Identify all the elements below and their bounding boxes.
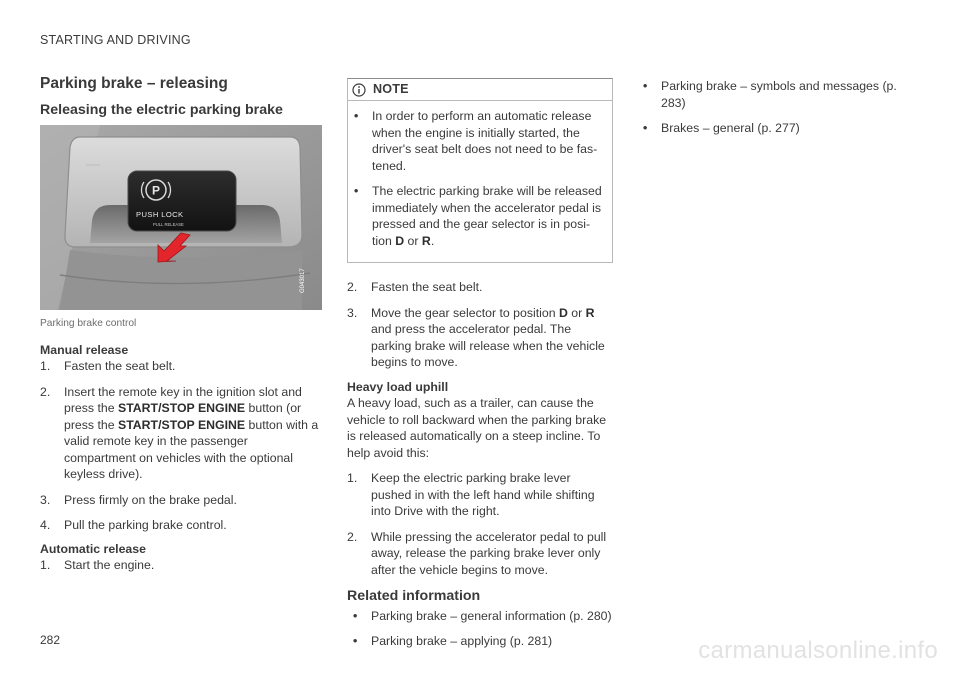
parking-symbol: P (151, 183, 161, 198)
related-link[interactable]: Parking brake – applying (p. 281) (371, 634, 553, 648)
item-text (372, 109, 597, 173)
numbered-step (347, 470, 613, 520)
text-run: The electric parking brake will be released immediately when the accelerator pedal is pressed and the gear selector is in posi-tion (372, 184, 602, 248)
text-run: Pull the parking brake control. (64, 518, 227, 532)
step-number: 2. (40, 384, 51, 399)
heavy-load-steps (347, 470, 613, 578)
bold-term: D (395, 233, 405, 248)
related-link[interactable]: Parking brake – symbols and messages (p. 283) (661, 79, 897, 110)
figure-caption: Parking brake control (40, 318, 137, 329)
related-list-part1 (347, 608, 613, 650)
bullet-marker: • (643, 121, 648, 135)
parking-brake-figure (40, 125, 322, 310)
text-run: Fasten the seat belt. (64, 359, 176, 373)
item-text (64, 385, 318, 482)
bold-term: R (421, 233, 431, 248)
column-middle (347, 78, 613, 659)
related-item (637, 78, 897, 111)
item-text (64, 493, 237, 507)
item-text (371, 471, 595, 518)
step-number: 1. (40, 558, 51, 572)
manual-release-steps (40, 358, 323, 534)
item-text (371, 306, 605, 370)
step-number: 1. (347, 471, 358, 485)
column-right (637, 78, 897, 146)
heavy-load-heading: Heavy load uphill (347, 379, 449, 394)
step-number: 2. (347, 529, 358, 544)
numbered-step (347, 305, 613, 371)
numbered-step (40, 358, 323, 375)
bold-term: START/STOP ENGINE (118, 417, 246, 432)
bullet-marker: • (354, 109, 359, 123)
step-number: 3. (40, 492, 51, 507)
bold-term: D (558, 305, 568, 320)
numbered-step (347, 279, 613, 296)
related-link[interactable]: Parking brake – general information (p. 280) (371, 608, 612, 623)
column-left (40, 76, 323, 583)
automatic-release-heading: Automatic release (40, 541, 146, 556)
page-number: 282 (40, 633, 61, 647)
related-heading: Related information (347, 588, 481, 604)
note-list (348, 101, 612, 249)
related-list-part2 (637, 78, 897, 137)
figure-code: G043017 (300, 268, 306, 293)
automatic-release-steps-part2 (347, 279, 613, 371)
related-item (637, 120, 897, 137)
text-run: In order to perform an automatic release when the engine is initially started, the driver's seat belt does not need to be fas-tened. (372, 109, 598, 173)
text-run: Fasten the seat belt. (371, 280, 483, 294)
pull-release-label: PULL RELEASE (153, 222, 184, 227)
note-title: NOTE (373, 82, 409, 97)
text-run: Move the gear selector to position (371, 305, 559, 320)
automatic-release-steps-part1 (40, 557, 323, 574)
bold-term: START/STOP ENGINE (118, 401, 246, 415)
push-lock-label: PUSH LOCK (136, 210, 184, 219)
step-number: 3. (347, 305, 358, 320)
text-run: button (or press the (64, 401, 302, 432)
text-run: or (404, 233, 422, 248)
numbered-step (40, 557, 323, 574)
related-link[interactable]: Brakes – general (p. 277) (661, 121, 800, 135)
bullet-marker: • (353, 634, 358, 648)
item-text (64, 558, 154, 572)
text-run: button with a valid remote key in the passenger compartment on vehicles with the optional keyless drive). (64, 417, 319, 481)
bullet-marker: • (354, 184, 359, 198)
note-box (347, 78, 613, 263)
note-header (348, 79, 612, 101)
text-run: Insert the remote key in the ignition slot and press the (64, 384, 302, 415)
text-run: or (567, 305, 586, 320)
numbered-step (40, 517, 323, 534)
text-run: While pressing the accelerator pedal to pull away, release the parking brake lever only after the vehicle begins to move. (371, 529, 607, 577)
item-text (371, 530, 606, 577)
bullet-item (348, 183, 604, 249)
info-icon (352, 83, 366, 97)
numbered-step (40, 384, 323, 483)
numbered-step (347, 529, 613, 579)
item-text (64, 359, 175, 373)
item-text (372, 184, 602, 248)
text-run: and press the accelerator pedal. The parking brake will release when the vehicle begins to move. (371, 322, 605, 369)
manual-release-heading: Manual release (40, 342, 129, 357)
bullet-marker: • (643, 79, 648, 93)
bullet-marker: • (353, 608, 358, 623)
text-run: . (430, 233, 435, 248)
page-title: Parking brake – releasing (40, 75, 228, 92)
watermark: carmanualsonline.info (698, 637, 938, 664)
item-text (64, 518, 227, 532)
bullet-item (348, 108, 604, 174)
section-header: STARTING AND DRIVING (40, 33, 191, 47)
numbered-step (40, 492, 323, 509)
step-number: 2. (347, 280, 358, 294)
parking-brake-illustration (40, 125, 322, 310)
item-text (371, 280, 482, 294)
heavy-load-paragraph: A heavy load, such as a trailer, can cause the vehicle to roll backward when the parking brake is released automatically on a steep incline. To help avoid this: (347, 396, 607, 460)
step-number: 4. (40, 518, 51, 532)
text-run: Press firmly on the brake pedal. (64, 492, 237, 507)
bold-term: R (585, 305, 595, 320)
related-item (347, 633, 613, 650)
text-run: Start the engine. (64, 558, 155, 572)
text-run: Keep the electric parking brake lever pushed in with the left hand while shifting into Drive with the right. (371, 471, 595, 518)
step-number: 1. (40, 359, 51, 373)
related-item (347, 608, 613, 625)
section-subtitle: Releasing the electric parking brake (40, 101, 283, 118)
